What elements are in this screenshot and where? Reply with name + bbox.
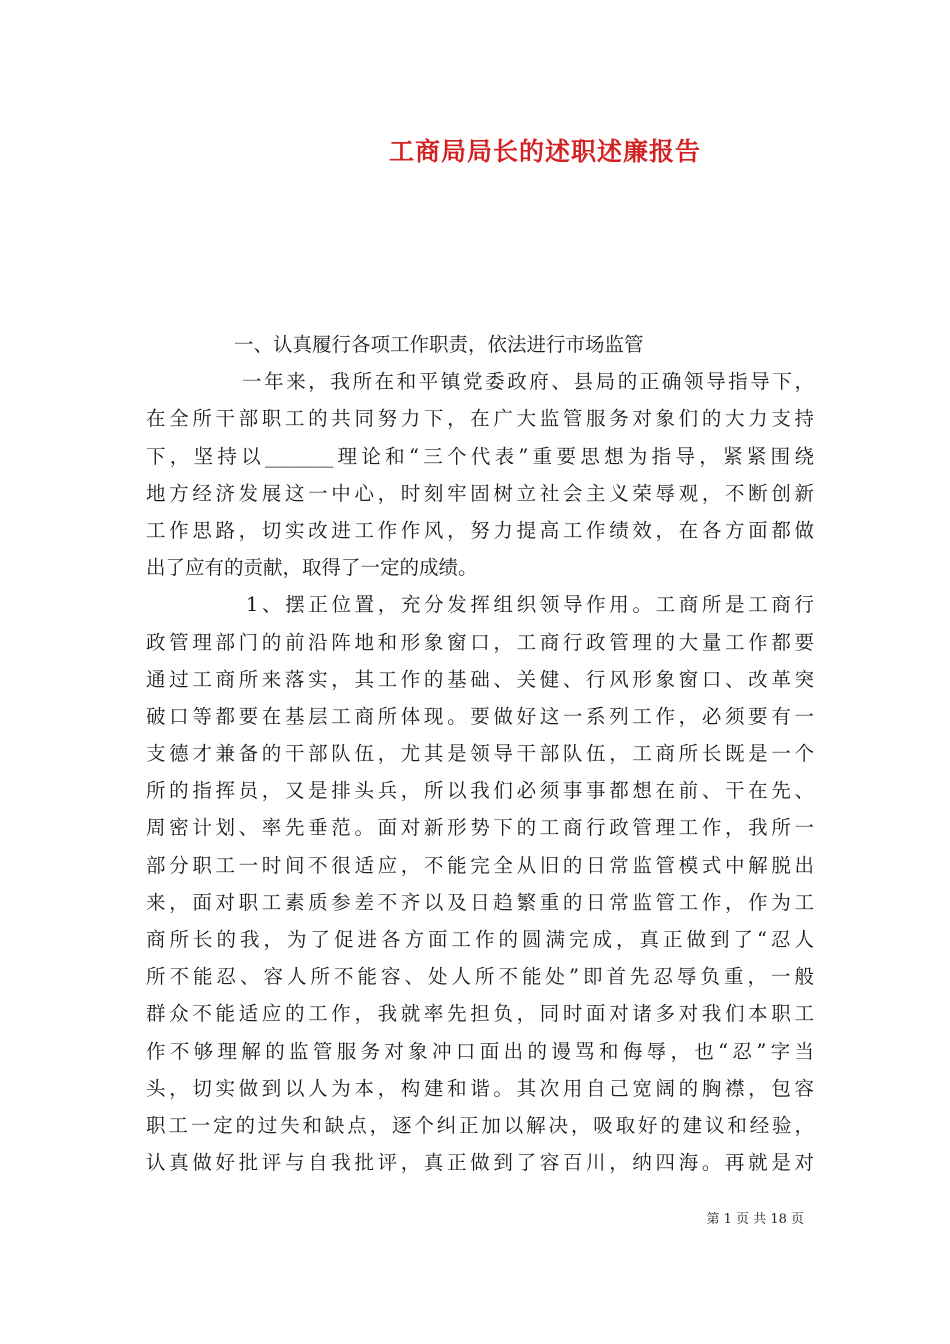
page-number: 第 1 页 共 18 页 [706, 1212, 804, 1227]
paragraph-2-line: 职工一定的过失和缺点，逐个纠正加以解决，吸取好的建议和经验， [146, 1113, 814, 1137]
paragraph-2-line: 支德才兼备的干部队伍，尤其是领导干部队伍，工商所长既是一个 [146, 742, 814, 766]
paragraph-2-line: 商所长的我，为了促进各方面工作的圆满完成，真正做到了“忍人 [146, 928, 814, 951]
paragraph-2-line: 破口等都要在基层工商所体现。要做好这一系列工作，必须要有一 [146, 704, 814, 728]
paragraph-2-line: 认真做好批评与自我批评，真正做到了容百川，纳四海。再就是对 [146, 1151, 814, 1175]
paragraph-1-line: 下，坚持以_______理论和“三个代表”重要思想为指导，紧紧围绕 [146, 444, 814, 468]
paragraph-2-line: 来，面对职工素质参差不齐以及日趋繁重的日常监管工作，作为工 [146, 890, 814, 914]
paragraph-1-line: 地方经济发展这一中心，时刻牢固树立社会主义荣辱观，不断创新 [146, 481, 814, 505]
paragraph-2-line: 1、摆正位置，充分发挥组织领导作用。工商所是工商行 [246, 593, 814, 617]
paragraph-2-line: 政管理部门的前沿阵地和形象窗口，工商行政管理的大量工作都要 [146, 630, 814, 654]
paragraph-2-line: 群众不能适应的工作，我就率先担负，同时面对诸多对我们本职工 [146, 1002, 814, 1026]
paragraph-2-line: 作不够理解的监管服务对象冲口面出的谩骂和侮辱，也“忍”字当 [146, 1039, 814, 1063]
paragraph-2-line: 周密计划、率先垂范。面对新形势下的工商行政管理工作，我所一 [146, 816, 814, 840]
paragraph-1-line: 工作思路，切实改进工作作风，努力提高工作绩效，在各方面都做 [146, 518, 814, 542]
paragraph-2-line: 部分职工一时间不很适应，不能完全从旧的日常监管模式中解脱出 [146, 853, 814, 877]
paragraph-1-line: 一年来，我所在和平镇党委政府、县局的正确领导指导下， [242, 370, 814, 394]
document-title: 工商局局长的述职述廉报告 [388, 137, 701, 166]
document-body [146, 326, 814, 1181]
paragraph-2-line: 通过工商所来落实，其工作的基础、关健、行风形象窗口、改革突 [146, 667, 814, 691]
paragraph-2-line: 所不能忍、容人所不能容、处人所不能处”即首先忍辱负重，一般 [146, 965, 814, 989]
paragraph-2-line: 所的指挥员，又是排头兵，所以我们必须事事都想在前、干在先、 [146, 779, 814, 803]
paragraph-2-line: 头，切实做到以人为本，构建和谐。其次用自己宽阔的胸襟，包容 [146, 1076, 814, 1100]
paragraph-1-line: 出了应有的贡献，取得了一定的成绩。 [146, 556, 478, 580]
paragraph-1-line: 在全所干部职工的共同努力下，在广大监管服务对象们的大力支持 [146, 407, 814, 431]
section-heading: 一、认真履行各项工作职责，依法进行市场监管 [234, 333, 644, 356]
